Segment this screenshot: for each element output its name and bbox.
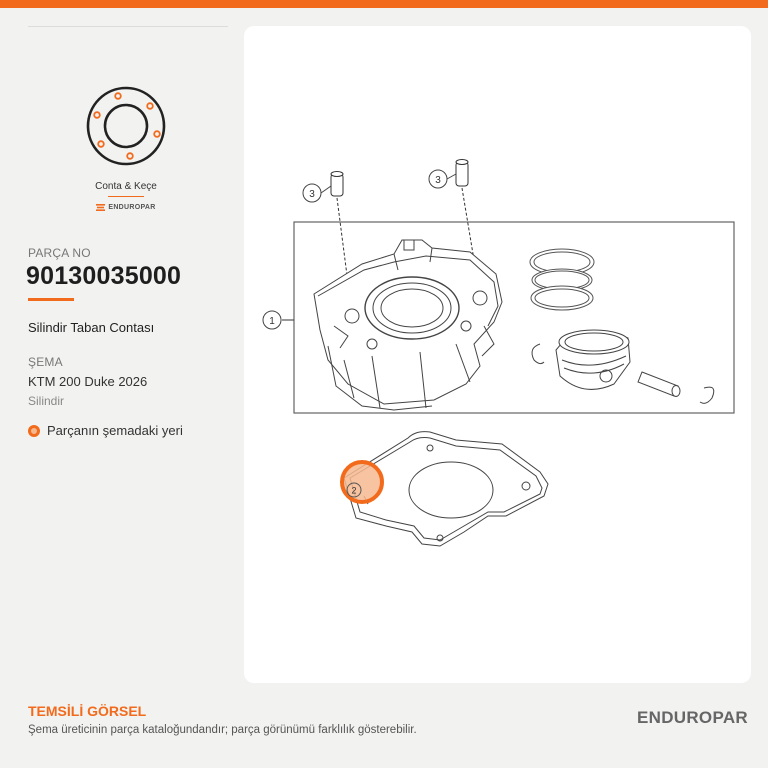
- callout-3-right-text: 3: [435, 175, 441, 186]
- schema-label: ŞEMA: [28, 355, 63, 369]
- circlip-left: [532, 344, 544, 364]
- gasket-ring-icon: [78, 80, 174, 176]
- callout-1-text: 1: [269, 316, 275, 327]
- brand-small: [28, 204, 224, 211]
- callout-2-text: 2: [351, 485, 357, 496]
- piston: [556, 330, 630, 389]
- category-underline: [108, 196, 144, 197]
- footer-title: TEMSİLİ GÖRSEL: [28, 703, 147, 719]
- callout-1: [263, 311, 281, 329]
- footer-note: Şema üreticinin parça kataloğundandır; parça görünümü farklılık gösterebilir.: [28, 724, 417, 736]
- part-no-underline: [28, 298, 74, 301]
- part-no-label: PARÇA NO: [28, 246, 91, 260]
- location-marker-icon: [28, 425, 40, 437]
- part-name: Silindir Taban Contası: [28, 320, 155, 335]
- enduropar-mark-icon: [96, 204, 105, 211]
- sidebar-top-divider: [28, 26, 228, 27]
- piston-pin: [638, 372, 680, 397]
- callout-3-left-text: 3: [309, 189, 315, 200]
- legend-text: Parçanın şemadaki yeri: [47, 423, 183, 438]
- category-label: Conta & Keçe: [95, 181, 157, 192]
- part-number: 90130035000: [26, 262, 182, 290]
- callout-3-left: [303, 184, 331, 202]
- cylinder-block: [314, 240, 502, 410]
- part-location-highlight: [342, 462, 382, 502]
- schema-model: KTM 200 Duke 2026: [28, 374, 148, 389]
- brand-small-text: ENDUROPAR: [108, 204, 156, 211]
- footer-brand: ENDUROPAR: [636, 708, 748, 727]
- piston-rings: [530, 249, 594, 310]
- legend: [28, 423, 183, 438]
- circlip-right: [700, 387, 714, 403]
- exploded-diagram: [244, 26, 751, 683]
- diagram-card: [244, 26, 751, 683]
- top-accent-bar: [0, 0, 768, 8]
- schema-section: Silindir: [28, 394, 65, 408]
- callout-3-right: [429, 170, 456, 188]
